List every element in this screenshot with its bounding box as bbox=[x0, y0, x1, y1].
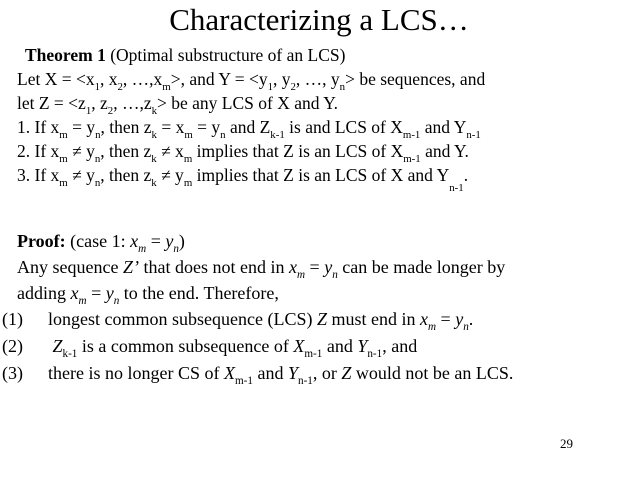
theorem-name: (Optimal substructure of an LCS) bbox=[105, 45, 346, 65]
page-number: 29 bbox=[560, 436, 573, 451]
proof-heading: Proof: (case 1: $x_m = y_n$) bbox=[17, 231, 185, 256]
proof-line-2: adding $x_m = y_n$ to the end. Therefore, bbox=[17, 283, 279, 308]
point-number: (3) bbox=[2, 363, 23, 383]
proof-label: Proof: bbox=[17, 231, 66, 251]
theorem-item-1: 1. If $x_m = y_n$, then $z_k = x_m = y_n$ and $Z_{k-1}$ is and LCS of $X_{m-1}$ and $Y_{n-1}$ bbox=[17, 117, 481, 141]
proof-line-1: Any sequence Z’ that does not end in $x_m = y_n$ can be made longer by bbox=[17, 257, 506, 282]
theorem-label: Theorem 1 bbox=[25, 45, 106, 65]
point-number: (2) bbox=[2, 336, 23, 356]
point-number: (1) bbox=[2, 309, 23, 329]
theorem-line-1: Let $X = <x_1$, $x_2$, $\dots,x_m>$, and $Y = <y_1$, $y_2$, …, $y_n>$ be sequences, and bbox=[17, 69, 486, 93]
theorem-item-3: 3. If $x_m \ne y_n$, then $z_k \ne y_m$ implies that Z is an LCS of X and $Y_{n-1}$. bbox=[17, 165, 469, 194]
theorem-heading bbox=[25, 44, 345, 66]
theorem-item-2: 2. If $x_m \ne y_n$, then $z_k \ne x_m$ implies that Z is an LCS of $X_{m-1}$ and Y. bbox=[17, 141, 469, 165]
slide-title: Characterizing a LCS… bbox=[169, 2, 469, 37]
theorem-line-2: let $Z = <z_1$, $z_2$, $\dots,z_k>$ be any LCS of X and Y. bbox=[17, 93, 338, 117]
